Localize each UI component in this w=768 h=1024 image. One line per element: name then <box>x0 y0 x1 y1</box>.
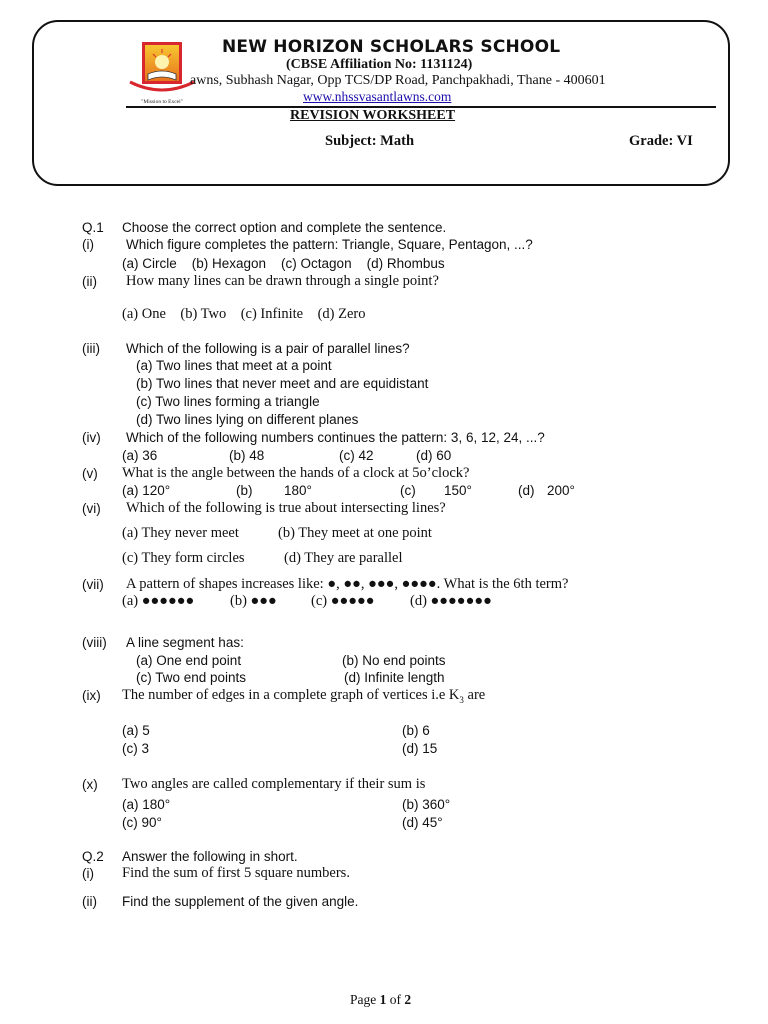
q1-i-num: (i) <box>82 237 94 252</box>
q1-vi-num: (vi) <box>82 501 101 516</box>
q1-vii-question: A pattern of shapes increases like: ●, ●●, ●●●, ●●●●. What is the 6th term? <box>126 576 569 592</box>
q1-ii-num: (ii) <box>82 274 97 289</box>
q2-number: Q.2 <box>82 849 104 864</box>
q1-iii-question: Which of the following is a pair of parallel lines? <box>126 341 410 356</box>
q1-v-option-d-value: 200° <box>547 483 575 498</box>
affiliation: (CBSE Affiliation No: 1131124) <box>286 57 473 72</box>
q1-viii-question: A line segment has: <box>126 635 244 650</box>
q1-ix-option-b: (b) 6 <box>402 723 430 738</box>
q2-ii-question: Find the supplement of the given angle. <box>122 894 359 909</box>
grade-label: Grade: VI <box>629 133 693 149</box>
q1-v-option-c-label: (c) <box>400 483 416 498</box>
q1-v-option-d-label: (d) <box>518 483 535 498</box>
q1-ix-num: (ix) <box>82 688 101 703</box>
q1-iv-option-a: (a) 36 <box>122 448 158 463</box>
school-address: awns, Subhash Nagar, Opp TCS/DP Road, Panchpakhadi, Thane - 400601 <box>190 73 606 88</box>
q1-viii-option-d: (d) Infinite length <box>344 670 445 685</box>
school-name: NEW HORIZON SCHOLARS SCHOOL <box>222 37 561 57</box>
q1-i-question: Which figure completes the pattern: Triangle, Square, Pentagon, ...? <box>126 237 533 252</box>
q1-v-option-c-value: 150° <box>444 483 472 498</box>
q1-vi-option-a: (a) They never meet <box>122 525 239 541</box>
q1-x-num: (x) <box>82 777 98 792</box>
q1-iv-question: Which of the following numbers continues the pattern: 3, 6, 12, 24, ...? <box>126 430 545 445</box>
q1-vi-option-c: (c) They form circles <box>122 550 245 566</box>
q1-viii-option-b: (b) No end points <box>342 653 446 668</box>
q1-x-option-b: (b) 360° <box>402 797 451 812</box>
q1-v-option-b-value: 180° <box>284 483 312 498</box>
q1-ix-option-c: (c) 3 <box>122 741 149 756</box>
q2-i-num: (i) <box>82 866 94 881</box>
q1-x-option-c: (c) 90° <box>122 815 162 830</box>
q1-iv-option-c: (c) 42 <box>339 448 374 463</box>
website-link[interactable]: www.nhssvasantlawns.com <box>303 89 452 104</box>
q1-x-option-a: (a) 180° <box>122 797 171 812</box>
q1-x-option-d: (d) 45° <box>402 815 443 830</box>
q1-vii-num: (vii) <box>82 577 104 592</box>
logo-motto: "Mission to Excel" <box>141 99 183 105</box>
q1-v-option-a: (a) 120° <box>122 483 171 498</box>
q1-x-question: Two angles are called complementary if their sum is <box>122 776 426 792</box>
page-indicator: Page 1 of 2 <box>350 992 412 1007</box>
q1-viii-num: (viii) <box>82 635 107 650</box>
school-logo <box>126 40 198 108</box>
q1-vii-option-b: (b) ●●● <box>230 593 277 609</box>
q1-ii-options: (a) One (b) Two (c) Infinite (d) Zero <box>122 306 366 322</box>
q1-iii-option-c: (c) Two lines forming a triangle <box>136 394 320 409</box>
q1-viii-option-c: (c) Two end points <box>136 670 247 685</box>
q1-iv-option-d: (d) 60 <box>416 448 452 463</box>
q1-v-question: What is the angle between the hands of a clock at 5o’clock? <box>122 465 470 481</box>
q1-viii-option-a: (a) One end point <box>136 653 242 668</box>
q1-v-num: (v) <box>82 466 98 481</box>
q1-number: Q.1 <box>82 220 104 235</box>
q1-iv-option-b: (b) 48 <box>229 448 265 463</box>
q1-instruction: Choose the correct option and complete the sentence. <box>122 220 447 235</box>
q1-vi-option-b: (b) They meet at one point <box>278 525 432 541</box>
q1-i-options: (a) Circle (b) Hexagon (c) Octagon (d) Rhombus <box>122 256 445 271</box>
q1-vi-option-d: (d) They are parallel <box>284 550 403 566</box>
q1-iii-option-a: (a) Two lines that meet at a point <box>136 358 332 373</box>
q2-i-question: Find the sum of first 5 square numbers. <box>122 865 350 881</box>
q1-vii-option-d: (d) ●●●●●●● <box>410 593 492 609</box>
q1-iii-num: (iii) <box>82 341 100 356</box>
q1-iii-option-d: (d) Two lines lying on different planes <box>136 412 359 427</box>
q1-ii-question: How many lines can be drawn through a single point? <box>126 273 439 289</box>
q1-v-option-b-label: (b) <box>236 483 253 498</box>
q1-iii-option-b: (b) Two lines that never meet and are equidistant <box>136 376 429 391</box>
q1-iv-num: (iv) <box>82 430 101 445</box>
q2-ii-num: (ii) <box>82 894 97 909</box>
q1-vii-option-c: (c) ●●●●● <box>311 593 375 609</box>
q1-vi-question: Which of the following is true about intersecting lines? <box>126 500 446 516</box>
q2-instruction: Answer the following in short. <box>122 849 298 864</box>
q1-ix-question: The number of edges in a complete graph of vertices i.e $K_3$ are <box>122 687 486 705</box>
q1-vii-option-a: (a) ●●●●●● <box>122 593 195 609</box>
worksheet-title: REVISION WORKSHEET <box>290 108 456 123</box>
q1-ix-option-a: (a) 5 <box>122 723 150 738</box>
subject-label: Subject: Math <box>325 133 415 149</box>
q1-ix-option-d: (d) 15 <box>402 741 438 756</box>
